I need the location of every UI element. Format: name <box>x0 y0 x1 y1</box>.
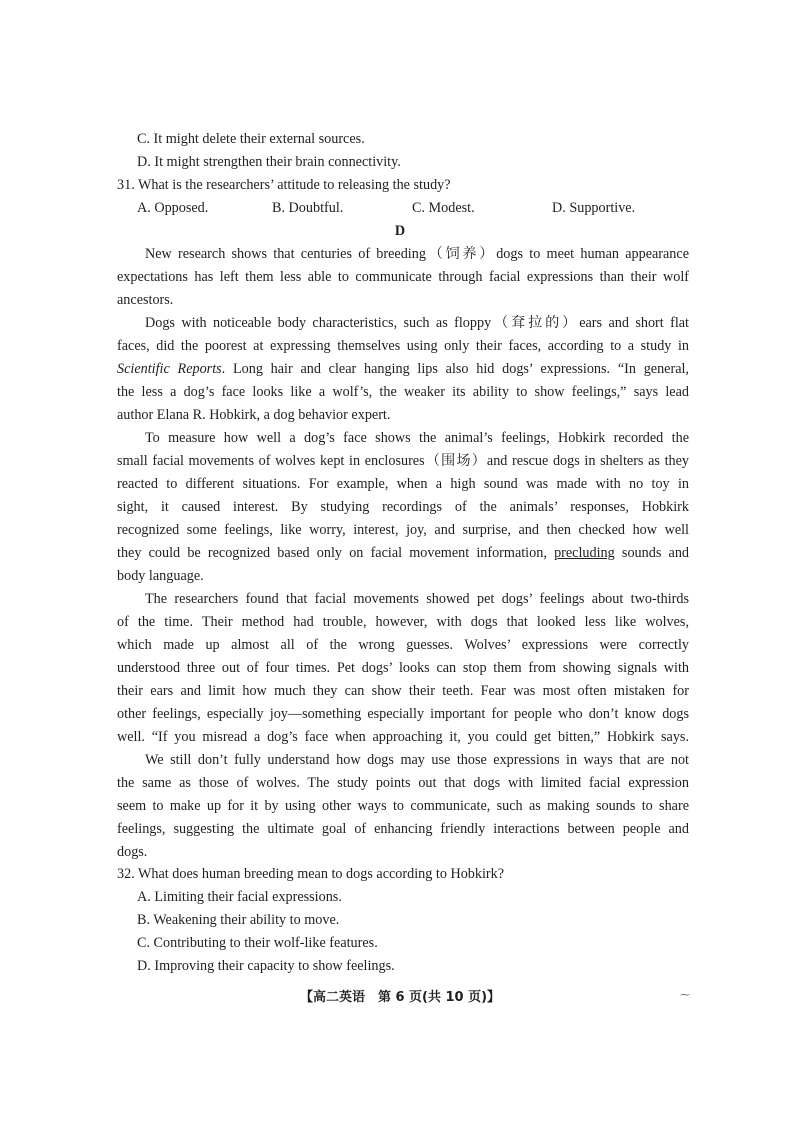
passage-p3-line-7: body language. <box>117 568 204 584</box>
passage-p4-line-1: The researchers found that facial movements showed pet dogs’ feelings about two-thirds <box>145 591 689 607</box>
passage-p5-line-3: seem to make up for it by using other ways to communicate, such as making sounds to share <box>117 798 689 814</box>
q30-option-d[interactable]: D. It might strengthen their brain connectivity. <box>137 154 401 170</box>
corner-mark: ⁓ <box>680 990 690 1001</box>
passage-p3-line-1: To measure how well a dog’s face shows the animal’s feelings, Hobkirk recorded the <box>145 430 689 446</box>
q32-option-c[interactable]: C. Contributing to their wolf-like features. <box>137 935 378 951</box>
passage-p2-line-2: faces, did the poorest at expressing themselves using only their faces, according to a study in <box>117 338 689 354</box>
q32-option-b[interactable]: B. Weakening their ability to move. <box>137 912 340 928</box>
q30-option-c[interactable]: C. It might delete their external sources. <box>137 131 365 147</box>
journal-title: Scientific Reports <box>117 361 222 377</box>
passage-p4-line-7: well. “If you misread a dog’s face when approaching it, you could get bitten,” Hobkirk says. <box>117 729 689 745</box>
q31-option-d[interactable]: D. Supportive. <box>552 200 636 216</box>
passage-p4-line-5: their ears and limit how much they can show their teeth. Fear was most often mistaken for <box>117 683 689 699</box>
q31-option-b[interactable]: B. Doubtful. <box>272 200 344 216</box>
q31-stem: 31. What is the researchers’ attitude to releasing the study? <box>117 177 451 193</box>
passage-p1-line-1: New research shows that centuries of breeding（饲养）dogs to meet human appearance <box>145 246 689 262</box>
passage-p1-line-3: ancestors. <box>117 292 174 308</box>
q32-option-d[interactable]: D. Improving their capacity to show feelings. <box>137 958 395 974</box>
passage-p2-line-3-rest: . Long hair and clear hanging lips also hid dogs’ expressions. “In general, <box>221 361 689 377</box>
passage-p4-line-4: understood three out of four times. Pet dogs’ looks can stop them from showing signals with <box>117 660 689 676</box>
q32-option-a[interactable]: A. Limiting their facial expressions. <box>137 889 342 905</box>
q31-option-a[interactable]: A. Opposed. <box>137 200 209 216</box>
passage-p2-line-5: author Elana R. Hobkirk, a dog behavior expert. <box>117 407 391 423</box>
q32-stem: 32. What does human breeding mean to dogs according to Hobkirk? <box>117 866 505 882</box>
passage-p3-line-6-pre: they could be recognized based only on facial movement information, <box>117 545 547 561</box>
passage-p2-line-3 <box>117 360 689 378</box>
q31-option-c[interactable]: C. Modest. <box>412 200 475 216</box>
passage-p4-line-3: which made up almost all of the wrong guesses. Wolves’ expressions were correctly <box>117 637 689 653</box>
passage-p5-line-1: We still don’t fully understand how dogs may use those expressions in ways that are not <box>145 752 689 768</box>
passage-p3-line-5: recognized some feelings, like worry, interest, joy, and surprise, and then checked how well <box>117 522 689 538</box>
passage-p5-line-4: feelings, suggesting the ultimate goal of enhancing friendly interactions between people and <box>117 821 689 837</box>
passage-p5-line-5: dogs. <box>117 844 148 860</box>
passage-p3-line-4: sight, it caused interest. By studying recordings of the animals’ responses, Hobkirk <box>117 499 689 515</box>
passage-p1-line-2: expectations has left them less able to communicate through facial expressions than their wolf <box>117 269 689 285</box>
passage-p5-line-2: the same as those of wolves. The study points out that dogs with limited facial expression <box>117 775 689 791</box>
passage-p4-line-2: of the time. Their method had trouble, however, with dogs that looked less like wolves, <box>117 614 689 630</box>
passage-p3-line-2: small facial movements of wolves kept in enclosures（围场）and rescue dogs in shelters as they <box>117 453 689 469</box>
passage-p4-line-6: other feelings, especially joy—something especially important for people who don’t know dogs <box>117 706 689 722</box>
passage-p2-line-1: Dogs with noticeable body characteristics, such as floppy（耷拉的）ears and short flat <box>145 315 689 331</box>
passage-p3-line-6-post: sounds and <box>621 545 690 561</box>
page-footer: 【高二英语 第 6 页(共 10 页)】 <box>299 990 501 1005</box>
section-heading-d: D <box>394 223 406 239</box>
passage-p2-line-4: the less a dog’s face looks like a wolf’s, the weaker its ability to show feelings,” says lead <box>117 384 689 400</box>
passage-p3-line-3: reacted to different situations. For example, when a high sound was made with no toy in <box>117 476 689 492</box>
underlined-word-precluding: precluding <box>554 545 615 561</box>
passage-p3-line-6 <box>117 544 689 562</box>
